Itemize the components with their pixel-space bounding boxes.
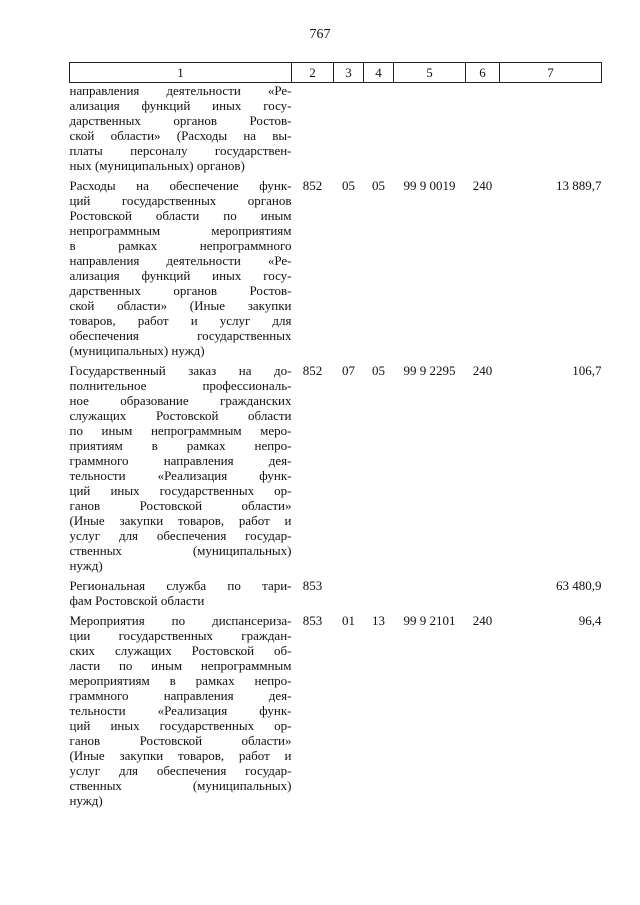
- column-header-6: 6: [466, 63, 500, 83]
- expense-name-line: Мероприятия по диспансериза-: [69, 613, 292, 628]
- expense-name-line: Ростовской области по иным: [69, 208, 292, 223]
- expense-name-line: ное образование гражданских: [69, 393, 292, 408]
- expense-name-cell: [70, 578, 292, 608]
- expense-name-line: дарственных органов Ростов-: [69, 283, 292, 298]
- expense-name-line: ственных (муниципальных): [69, 543, 292, 558]
- table-row: [70, 83, 602, 174]
- expense-name-line: товаров, работ и услуг для: [69, 313, 292, 328]
- expense-name-line: Государственный заказ на до-: [69, 363, 292, 378]
- column-header-2: 2: [292, 63, 334, 83]
- subsection-code-cell: [364, 83, 394, 174]
- expense-name-line: ганов Ростовской области»: [69, 498, 292, 513]
- subsection-code-cell: [364, 578, 394, 608]
- expense-name-line: ализация функций иных госу-: [69, 98, 292, 113]
- amount-cell: [500, 83, 602, 174]
- table-row: [70, 178, 602, 358]
- admin-code-cell: 852: [302, 363, 323, 378]
- expense-name-line: направления деятельности «Ре-: [69, 83, 292, 98]
- expense-name-line: ских служащих Ростовской об-: [69, 643, 292, 658]
- expense-name-line: граммного направления дея-: [69, 688, 292, 703]
- expense-name-line: обеспечения государственных: [69, 328, 292, 343]
- expense-name-line: нужд): [69, 793, 103, 808]
- expense-type-cell: 240: [472, 613, 493, 628]
- expense-name-line: направления деятельности «Ре-: [69, 253, 292, 268]
- target-article-cell: [394, 578, 466, 608]
- table-row: [70, 613, 602, 808]
- admin-code-cell: [292, 83, 334, 174]
- expense-name-line: в рамках непрограммного: [69, 238, 292, 253]
- section-code-cell: 01: [342, 613, 355, 628]
- column-header-4: 4: [364, 63, 394, 83]
- expense-type-cell: [466, 578, 500, 608]
- table-row: [70, 363, 602, 573]
- subsection-code-cell: 05: [372, 363, 385, 378]
- expense-name-line: ственных (муниципальных): [69, 778, 292, 793]
- expense-name-line: ций государственных органов: [69, 193, 292, 208]
- expense-name-line: мероприятиям в рамках непро-: [69, 673, 292, 688]
- expense-name-line: Региональная служба по тари-: [69, 578, 292, 593]
- expense-name-line: непрограммным мероприятиям: [69, 223, 292, 238]
- expense-name-line: Расходы на обеспечение функ-: [69, 178, 292, 193]
- admin-code-cell: 852: [302, 178, 323, 193]
- column-header-5: 5: [394, 63, 466, 83]
- amount-cell: 63 480,9: [556, 578, 602, 593]
- amount-cell: 106,7: [572, 363, 602, 378]
- section-code-cell: [334, 83, 364, 174]
- expense-name-line: (муниципальных) нужд): [69, 343, 205, 358]
- expense-name-line: ций иных государственных ор-: [69, 718, 292, 733]
- column-number-row: [70, 63, 602, 83]
- table-body: [70, 83, 602, 809]
- expense-name-line: тельности «Реализация функ-: [69, 703, 292, 718]
- target-article-cell: 99 9 2295: [403, 363, 456, 378]
- target-article-cell: 99 9 2101: [403, 613, 456, 628]
- target-article-cell: 99 9 0019: [403, 178, 456, 193]
- expense-name-line: приятиям в рамках непро-: [69, 438, 292, 453]
- column-header-7: 7: [500, 63, 602, 83]
- expense-name-line: нужд): [69, 558, 103, 573]
- expense-name-line: граммного направления дея-: [69, 453, 292, 468]
- expense-name-line: служащих Ростовской области: [69, 408, 292, 423]
- expense-name-cell: [70, 363, 292, 573]
- subsection-code-cell: 13: [372, 613, 385, 628]
- section-code-cell: [334, 578, 364, 608]
- target-article-cell: [394, 83, 466, 174]
- expense-name-line: ласти по иным непрограммным: [69, 658, 292, 673]
- expense-type-cell: [466, 83, 500, 174]
- page-number: 767: [309, 27, 331, 42]
- subsection-code-cell: 05: [372, 178, 385, 193]
- expense-name-line: ных (муниципальных) органов): [69, 158, 245, 173]
- section-code-cell: 05: [342, 178, 355, 193]
- expense-name-line: тельности «Реализация функ-: [69, 468, 292, 483]
- expense-name-cell: [70, 613, 292, 808]
- expense-name-line: ганов Ростовской области»: [69, 733, 292, 748]
- admin-code-cell: 853: [302, 578, 323, 593]
- expense-name-line: услуг для обеспечения государ-: [69, 528, 292, 543]
- expense-name-line: ской области» (Расходы на вы-: [69, 128, 292, 143]
- expense-name-line: (Иные закупки товаров, работ и: [69, 513, 292, 528]
- column-header-1: 1: [70, 63, 292, 83]
- table-row: [70, 578, 602, 608]
- expense-name-cell: [70, 83, 292, 174]
- expense-name-line: ской области» (Иные закупки: [69, 298, 292, 313]
- expense-name-line: ализация функций иных госу-: [69, 268, 292, 283]
- expense-name-line: дарственных органов Ростов-: [69, 113, 292, 128]
- expense-type-cell: 240: [472, 178, 493, 193]
- expense-name-line: услуг для обеспечения государ-: [69, 763, 292, 778]
- amount-cell: 13 889,7: [556, 178, 602, 193]
- expense-name-line: фам Ростовской области: [69, 593, 205, 608]
- expense-name-line: по иным непрограммным меро-: [69, 423, 292, 438]
- expense-name-line: ции государственных граждан-: [69, 628, 292, 643]
- section-code-cell: 07: [342, 363, 355, 378]
- expense-name-line: полнительное профессиональ-: [69, 378, 292, 393]
- expense-name-cell: [70, 178, 292, 358]
- amount-cell: 96,4: [578, 613, 602, 628]
- expense-name-line: ций иных государственных ор-: [69, 483, 292, 498]
- expense-name-line: платы персоналу государствен-: [69, 143, 292, 158]
- admin-code-cell: 853: [302, 613, 323, 628]
- budget-table: [69, 62, 602, 808]
- expense-name-line: (Иные закупки товаров, работ и: [69, 748, 292, 763]
- column-header-3: 3: [334, 63, 364, 83]
- expense-type-cell: 240: [472, 363, 493, 378]
